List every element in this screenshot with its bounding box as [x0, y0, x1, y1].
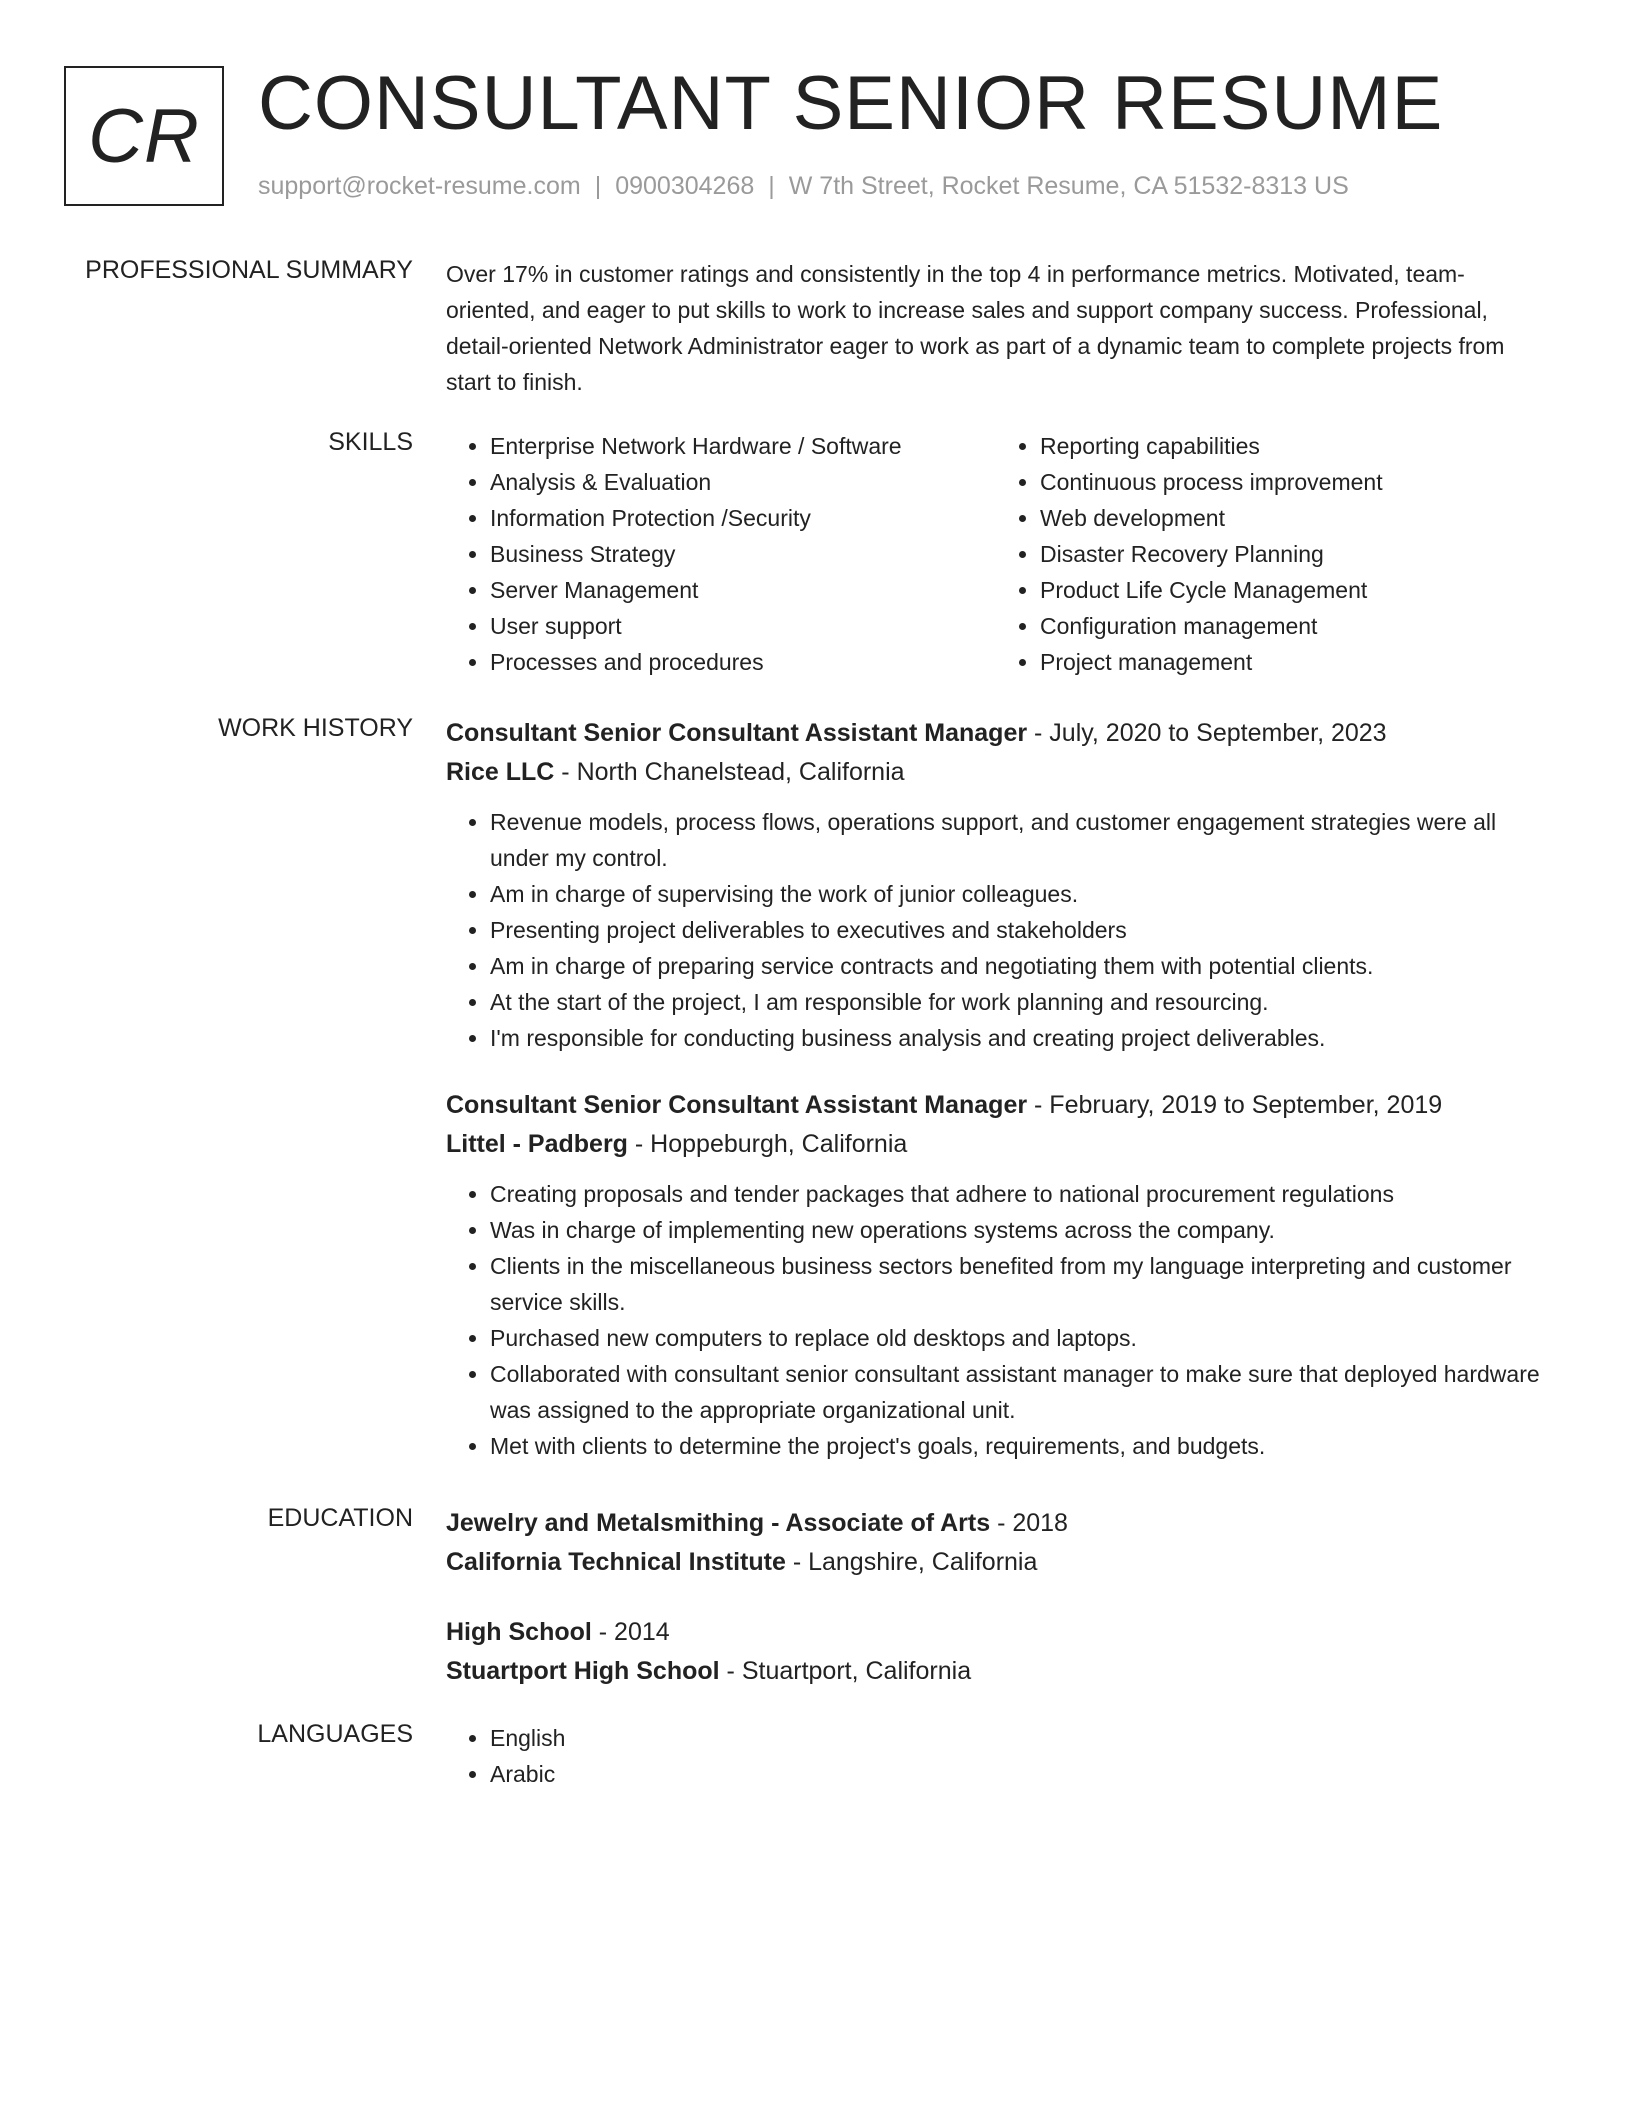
- skill-item: • Disaster Recovery Planning: [1040, 536, 1546, 572]
- job-title-line: [446, 1086, 1546, 1125]
- skills-content: [446, 428, 1546, 680]
- skills-list-right: [996, 428, 1546, 680]
- skill-item: • User support: [490, 608, 996, 644]
- job-bullet: • Presenting project deliverables to executives and stakeholders: [490, 912, 1546, 948]
- job-bullet: • Am in charge of preparing service contracts and negotiating them with potential clients.: [490, 948, 1546, 984]
- job-bullet: • Purchased new computers to replace old desktops and laptops.: [490, 1320, 1546, 1356]
- skill-item: • Product Life Cycle Management: [1040, 572, 1546, 608]
- job-company: Rice LLC: [446, 758, 555, 786]
- job-location: - North Chanelstead, California: [554, 758, 905, 786]
- language-item: • Arabic: [490, 1756, 1546, 1792]
- education-location: - Langshire, California: [785, 1548, 1038, 1576]
- languages-content: [446, 1720, 1546, 1792]
- work-content: [446, 714, 1546, 1464]
- skill-item: • Business Strategy: [490, 536, 996, 572]
- contact-address: W 7th Street, Rocket Resume, CA 51532-8313 US: [788, 172, 1349, 200]
- job-company: Littel - Padberg: [446, 1130, 628, 1158]
- job-bullet: • At the start of the project, I am responsible for work planning and resourcing.: [490, 984, 1546, 1020]
- education-label: EDUCATION: [267, 1504, 413, 1532]
- summary-text: Over 17% in customer ratings and consistently in the top 4 in performance metrics. Motivated, team-oriented, and eager to put skills to work to increase sales and support company success. Professional, detail-oriented Network Administrator eager to work as part of a dynamic team to complete projects from start to finish.: [446, 261, 1505, 395]
- skill-item: • Web development: [1040, 500, 1546, 536]
- job-bullet: • Revenue models, process flows, operations support, and customer engagement strategies were all under my control.: [490, 804, 1546, 876]
- work-label: WORK HISTORY: [218, 714, 413, 742]
- job-company-line: [446, 1125, 1546, 1164]
- education-school-line: [446, 1652, 1546, 1691]
- education-entry: [446, 1613, 1546, 1691]
- language-item: • English: [490, 1720, 1546, 1756]
- skills-label: SKILLS: [328, 428, 413, 456]
- job-bullet: • Clients in the miscellaneous business sectors benefited from my language interpreting and customer service skills.: [490, 1248, 1546, 1320]
- job-title-line: [446, 714, 1546, 753]
- job-bullet: • Collaborated with consultant senior consultant assistant manager to make sure that deployed hardware was assigned to the appropriate organizational unit.: [490, 1356, 1546, 1428]
- skill-item: • Project management: [1040, 644, 1546, 680]
- job-bullet: • I'm responsible for conducting business analysis and creating project deliverables.: [490, 1020, 1546, 1056]
- education-degree-line: [446, 1613, 1546, 1652]
- job-company-line: [446, 753, 1546, 792]
- contact-separator: |: [594, 172, 602, 200]
- languages-list: [446, 1720, 1546, 1792]
- job-bullet: • Met with clients to determine the project's goals, requirements, and budgets.: [490, 1428, 1546, 1464]
- job-dates: - July, 2020 to September, 2023: [1027, 719, 1387, 747]
- education-degree-line: [446, 1504, 1546, 1543]
- job-bullets: [446, 1176, 1546, 1464]
- skill-item: • Enterprise Network Hardware / Software: [490, 428, 996, 464]
- education-location: - Stuartport, California: [719, 1657, 972, 1685]
- summary-label: PROFESSIONAL SUMMARY: [85, 256, 413, 284]
- job-bullet: • Am in charge of supervising the work of junior colleagues.: [490, 876, 1546, 912]
- summary-content: [446, 256, 1546, 400]
- languages-label: LANGUAGES: [257, 1720, 413, 1748]
- contact-line: [258, 172, 1349, 201]
- skill-item: • Analysis & Evaluation: [490, 464, 996, 500]
- skill-item: • Continuous process improvement: [1040, 464, 1546, 500]
- contact-phone[interactable]: 0900304268: [615, 172, 755, 200]
- skill-item: • Reporting capabilities: [1040, 428, 1546, 464]
- skills-columns: [446, 428, 1546, 680]
- contact-email[interactable]: support@rocket-resume.com: [258, 172, 581, 200]
- job-title: Consultant Senior Consultant Assistant Manager: [446, 1091, 1028, 1119]
- job-title: Consultant Senior Consultant Assistant Manager: [446, 719, 1028, 747]
- skill-item: • Server Management: [490, 572, 996, 608]
- education-year: - 2014: [591, 1618, 670, 1646]
- education-school-line: [446, 1543, 1546, 1582]
- job-bullet: • Was in charge of implementing new operations systems across the company.: [490, 1212, 1546, 1248]
- job-entry: [446, 1086, 1546, 1464]
- job-location: - Hoppeburgh, California: [627, 1130, 908, 1158]
- skill-item: • Processes and procedures: [490, 644, 996, 680]
- skill-item: • Configuration management: [1040, 608, 1546, 644]
- job-dates: - February, 2019 to September, 2019: [1027, 1091, 1443, 1119]
- job-bullets: [446, 804, 1546, 1056]
- education-degree: Jewelry and Metalsmithing - Associate of Arts: [446, 1509, 991, 1537]
- skills-list-left: [446, 428, 996, 680]
- contact-separator: |: [768, 172, 775, 200]
- job-bullet: • Creating proposals and tender packages that adhere to national procurement regulations: [490, 1176, 1546, 1212]
- education-content: [446, 1504, 1546, 1691]
- page-title: CONSULTANT SENIOR RESUME: [258, 61, 1444, 146]
- monogram: CR: [64, 66, 224, 206]
- education-school: Stuartport High School: [446, 1657, 720, 1685]
- education-year: - 2018: [990, 1509, 1068, 1537]
- education-degree: High School: [446, 1618, 592, 1646]
- education-school: California Technical Institute: [446, 1548, 786, 1576]
- education-entry: [446, 1504, 1546, 1582]
- job-entry: [446, 714, 1546, 1056]
- skill-item: • Information Protection /Security: [490, 500, 996, 536]
